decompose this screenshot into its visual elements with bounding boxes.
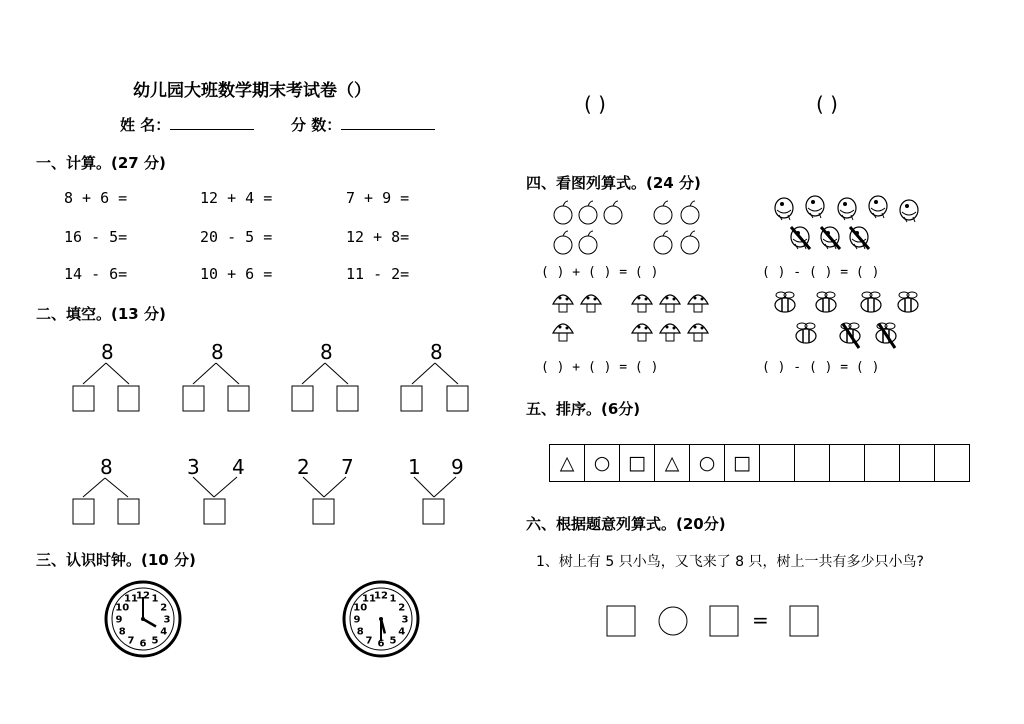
answer-square[interactable]	[607, 606, 635, 636]
compose-number: 4	[232, 455, 245, 479]
clock-number: 1	[389, 593, 397, 605]
mushroom-icon	[581, 295, 601, 312]
apple-icon	[579, 231, 597, 254]
number-split-diagram	[183, 363, 249, 411]
clock-number: 5	[389, 635, 397, 647]
answer-box[interactable]	[73, 499, 94, 524]
answer-box[interactable]	[228, 386, 249, 411]
clock-number: 2	[398, 602, 406, 614]
bee-icon	[898, 292, 918, 312]
bird-icon	[791, 227, 810, 249]
bird-icon	[869, 196, 887, 218]
clock-face-icon	[344, 582, 418, 656]
answer-box[interactable]	[204, 499, 225, 524]
sequence-cell: △	[550, 445, 585, 481]
clock-number: 8	[356, 626, 364, 638]
clock-number: 7	[365, 635, 373, 647]
calc-problem: 11 - 2=	[346, 265, 410, 283]
clock-number: 9	[353, 614, 361, 626]
compose-number: 3	[187, 455, 200, 479]
calc-problem: 14 - 6=	[64, 265, 128, 283]
operator-circle[interactable]	[659, 607, 687, 635]
clock-number: 6	[139, 638, 147, 650]
calc-problem: 20 - 5 =	[200, 228, 273, 246]
name-label: 姓 名：	[120, 116, 171, 134]
mushroom-icon	[632, 324, 652, 341]
bird-icon	[775, 198, 793, 220]
bird-icon	[838, 198, 856, 220]
split-top-number: 8	[320, 340, 333, 364]
clock-number: 4	[398, 626, 406, 638]
calc-problem: 10 + 6 =	[200, 265, 273, 283]
bee-icon	[861, 292, 881, 312]
calc-problem: 16 - 5=	[64, 228, 128, 246]
clock-number: 7	[127, 635, 135, 647]
equation-line: ( ) + ( ) = ( )	[541, 265, 659, 280]
clock-answer-paren[interactable]: ( )	[584, 92, 606, 116]
apple-icon	[579, 201, 597, 224]
clock-number: 12	[374, 590, 388, 602]
equation-line: ( ) + ( ) = ( )	[541, 360, 659, 375]
number-compose-diagram	[414, 477, 456, 524]
clock-number: 2	[160, 602, 168, 614]
split-top-number: 8	[101, 340, 114, 364]
clock-number: 5	[151, 635, 159, 647]
clock-number: 8	[118, 626, 126, 638]
mushroom-icon	[553, 295, 573, 312]
clock-number: 3	[401, 614, 409, 626]
strike-mark	[879, 324, 895, 348]
mushroom-icon	[553, 324, 573, 341]
number-split-diagram	[73, 478, 139, 524]
bee-icon	[816, 292, 836, 312]
bird-icon	[806, 196, 824, 218]
bird-icon	[850, 227, 869, 249]
clock-number: 9	[115, 614, 123, 626]
mushroom-icon	[688, 295, 708, 312]
compose-number: 9	[451, 455, 464, 479]
mushroom-icon	[688, 324, 708, 341]
clock-number: 11	[124, 593, 138, 605]
answer-box[interactable]	[401, 386, 422, 411]
answer-box[interactable]	[118, 499, 139, 524]
apple-icon	[681, 231, 699, 254]
section2-heading: 二、填空。(13 分)	[36, 305, 166, 323]
answer-box[interactable]	[313, 499, 334, 524]
bee-icon	[876, 323, 896, 348]
answer-box[interactable]	[183, 386, 204, 411]
clock-number: 6	[377, 638, 385, 650]
clock-number: 3	[163, 614, 171, 626]
word-problem: 1、树上有 5 只小鸟，又飞来了 8 只，树上一共有多少只小鸟?	[536, 554, 924, 570]
bird-icon-group	[775, 196, 918, 249]
clock-number: 11	[362, 593, 376, 605]
mushroom-icon-group	[553, 295, 708, 341]
number-split-diagram	[401, 363, 468, 411]
bird-icon	[900, 200, 918, 222]
sequence-cell: □	[725, 445, 760, 481]
compose-number: 1	[408, 455, 421, 479]
compose-number: 2	[297, 455, 310, 479]
mushroom-icon	[632, 295, 652, 312]
clock-answer-paren[interactable]: ( )	[816, 92, 838, 116]
number-compose-diagram	[303, 477, 346, 524]
apple-icon	[604, 201, 622, 224]
clock-number: 4	[160, 626, 168, 638]
sequence-cell: □	[620, 445, 655, 481]
sequence-cell: ○	[690, 445, 725, 481]
bird-icon	[821, 227, 840, 249]
strike-mark	[843, 324, 859, 348]
equals-sign: =	[752, 608, 769, 632]
calc-problem: 8 + 6 =	[64, 189, 128, 207]
split-top-number: 8	[211, 340, 224, 364]
number-compose-diagram	[193, 477, 237, 524]
clock-number: 10	[115, 602, 130, 614]
sequence-cell: △	[655, 445, 690, 481]
clock-face-icon	[106, 582, 180, 656]
bee-icon	[840, 323, 860, 348]
apple-icon	[654, 231, 672, 254]
score-label: 分 数：	[291, 116, 342, 134]
answer-box[interactable]	[337, 386, 358, 411]
mushroom-icon	[660, 295, 680, 312]
apple-icon	[654, 201, 672, 224]
clock-number: 1	[151, 593, 159, 605]
apple-icon-group	[554, 201, 699, 254]
answer-box[interactable]	[118, 386, 139, 411]
section4-heading: 四、看图列算式。(24 分)	[526, 174, 701, 192]
number-split-diagram	[73, 363, 139, 411]
bee-icon	[796, 323, 816, 343]
split-top-number: 8	[430, 340, 443, 364]
calc-problem: 12 + 4 =	[200, 189, 273, 207]
apple-icon	[681, 201, 699, 224]
equation-line: ( ) - ( ) = ( )	[762, 360, 880, 375]
page-title: 幼儿园大班数学期末考试卷（）	[133, 81, 371, 101]
mushroom-icon	[660, 324, 680, 341]
answer-box[interactable]	[73, 386, 94, 411]
section6-heading: 六、根据题意列算式。(20分)	[526, 515, 726, 533]
calc-problem: 12 + 8=	[346, 228, 410, 246]
section3-heading: 三、认识时钟。(10 分)	[36, 551, 196, 569]
answer-box[interactable]	[292, 386, 313, 411]
answer-box[interactable]	[423, 499, 444, 524]
result-square[interactable]	[790, 606, 818, 636]
sequence-cell: ○	[585, 445, 620, 481]
apple-icon	[554, 201, 572, 224]
bee-icon	[775, 292, 795, 312]
bee-icon-group	[775, 292, 918, 348]
split-top-number: 8	[100, 455, 113, 479]
calc-problem: 7 + 9 =	[346, 189, 410, 207]
section1-heading: 一、计算。(27 分)	[36, 154, 166, 172]
section5-heading: 五、排序。(6分)	[526, 400, 641, 418]
compose-number: 7	[341, 455, 354, 479]
equation-line: ( ) - ( ) = ( )	[762, 265, 880, 280]
answer-square[interactable]	[710, 606, 738, 636]
answer-box[interactable]	[447, 386, 468, 411]
number-split-diagram	[292, 363, 358, 411]
clock-number: 12	[136, 590, 150, 602]
apple-icon	[554, 231, 572, 254]
clock-number: 10	[353, 602, 368, 614]
